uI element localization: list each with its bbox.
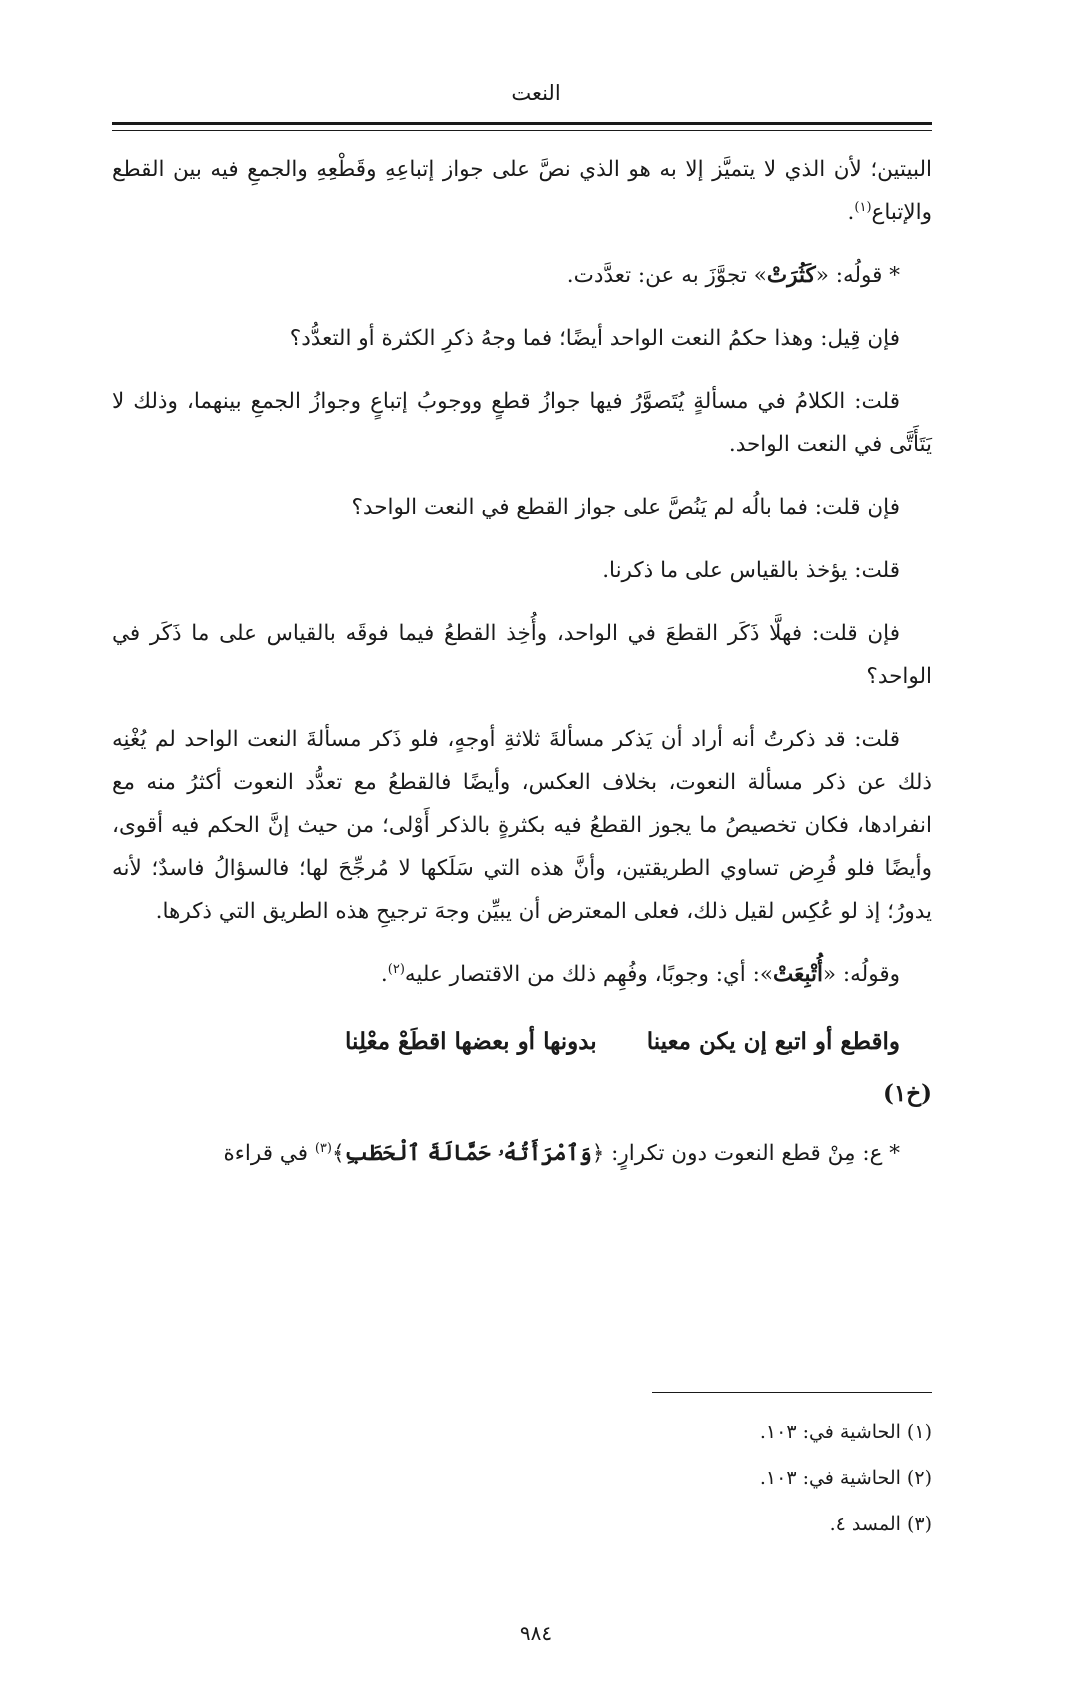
main-text (112, 148, 932, 1195)
verse-hemistich-2: بدونها أو بعضها اقطَعْ معْلِنا (345, 1028, 597, 1055)
quoted-term: أُتْبِعَتْ (772, 962, 823, 987)
header-rule-thick (112, 122, 932, 125)
footnote-2: (٢) الحاشية في: ١٠٣. (759, 1467, 932, 1489)
footnote-1: (١) الحاشية في: ١٠٣. (759, 1421, 932, 1443)
poetry-verse (112, 1016, 932, 1120)
paragraph-6: قلت: يؤخذ بالقياس على ما ذكرنا. (602, 558, 900, 583)
paragraph-4: قلت: الكلامُ في مسألةٍ يُتَصوَّرُ فيها جوازُ قطعٍ ووجوبُ إتباعٍ وجوازُ الجمعِ بينهما، وذلك لا يَتَأَتَّى في النعت الواحد. (112, 389, 932, 457)
quran-quote: وَٱمْرَأَتُهُۥ حَمَّالَةَ ٱلْحَطَبِ (344, 1141, 592, 1166)
paragraph-3: فإن قِيل: وهذا حكمُ النعت الواحد أيضًا؛ فما وجهُ ذكرِ الكثرة أو التعدُّد؟ (289, 326, 900, 351)
page-number: ٩٨٤ (519, 1621, 553, 1645)
footnotes (112, 1412, 932, 1550)
footnote-separator (652, 1392, 932, 1393)
quoted-term: كَثُرَتْ (766, 263, 816, 288)
footnote-ref-3: (٣) (314, 1140, 332, 1156)
paragraph-8: قلت: قد ذكرتُ أنه أراد أن يَذكر مسألةَ ثلاثةِ أوجهٍ، فلو ذَكر مسألةَ النعت الواحد لم يُغْنِه ذلك عن ذكر مسألة النعوت، بخلاف العكس، وأيضًا فالقطعُ مع تعدُّد النعوت أكثرُ منه مع انفرادها، فكان تخصيصُ ما يجوز القطعُ فيه بكثرةٍ بالذكر أَوْلى؛ من حيث إنَّ الحكم فيه أقوى، وأيضًا فلو فُرِض تساوي الطريقتين، وأنَّ هذه التي سَلَكها لا مُرجِّحَ لها؛ فالسؤالُ فاسدٌ؛ لأنه يدورُ؛ إذ لو عُكِس لقيل ذلك، فعلى المعترض أن يبيِّن وجهَ ترجيحِ هذه الطريق التي ذكرها. (112, 727, 932, 924)
paragraph-5: فإن قلت: فما بالُه لم يَنُصَّ على جواز القطع في النعت الواحد؟ (351, 495, 900, 520)
paragraph-9: وقولُه: «أُتْبِعَتْ»: أي: وجوبًا، وفُهِم ذلك من الاقتصار عليه$^{(٢)}$. (380, 961, 900, 987)
paragraph-10: * ع: مِنْ قطع النعوت دون تكرارٍ: ﴿وَٱمْرَأَتُهُۥ حَمَّالَةَ ٱلْحَطَبِ﴾$^{(٣)}$ في قراءة (223, 1140, 900, 1166)
paragraph-2: * قولُه: «كَثُرَتْ» تجوَّزَ به عن: تعدَّدت. (566, 263, 900, 288)
verse-hemistich-1: واقطع أو اتبع إن يكن معينا (646, 1028, 900, 1055)
paragraph-7: فإن قلت: فهلَّا ذَكَر القطعَ في الواحد، وأُخِذ القطعُ فيما فوقَه بالقياس على ما ذَكَر في الواحد؟ (112, 621, 932, 689)
verse-label: (خ١) (883, 1080, 932, 1107)
footnote-ref-2: (٢) (387, 961, 405, 977)
running-header: النعت (511, 81, 561, 105)
footnote-3: (٣) المسد ٤. (829, 1513, 932, 1535)
footnote-ref-1: (١) (854, 199, 872, 215)
paragraph-1: البيتين؛ لأن الذي لا يتميَّز إلا به هو الذي نصَّ على جواز إتباعِهِ وقَطْعِهِ والجمعِ فيه بين القطع والإتباع$^{(١)}$. (112, 157, 932, 225)
header-rule-thin (112, 130, 932, 131)
